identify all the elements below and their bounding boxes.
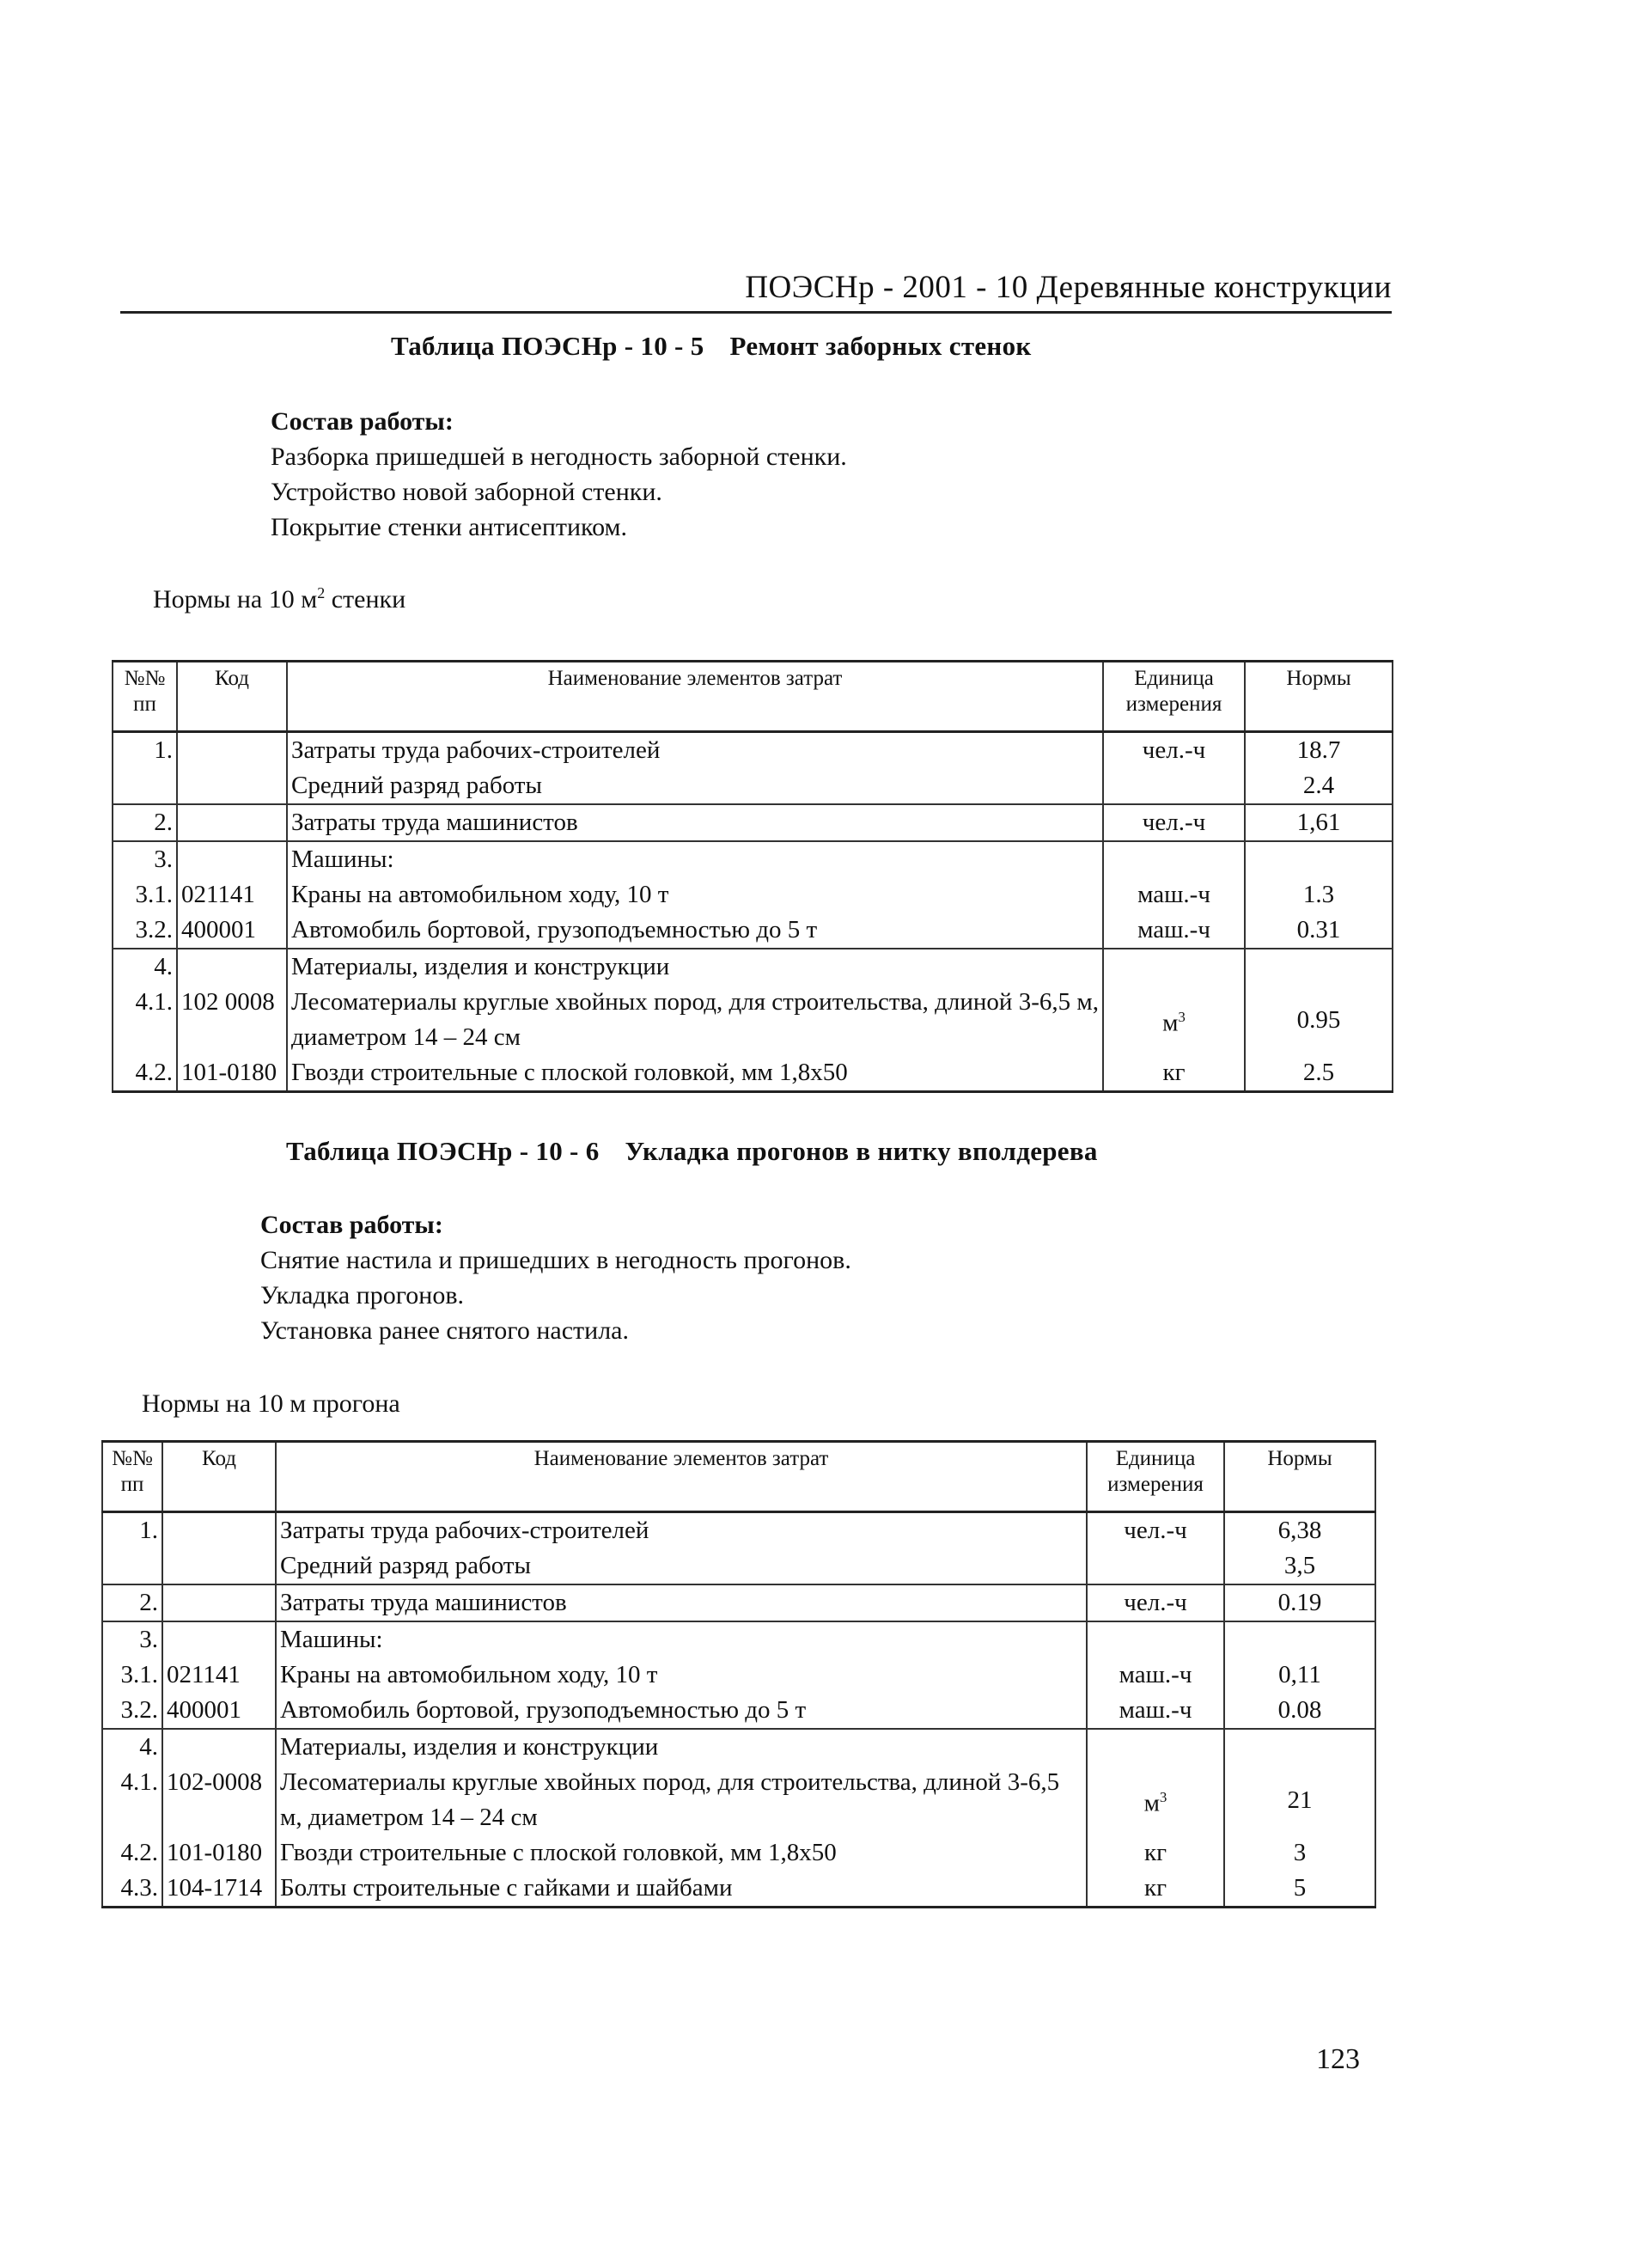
resource-code [162,1729,276,1765]
resource-code [162,1512,276,1549]
row-number: 4.2. [102,1835,162,1871]
row-number: 2. [102,1584,162,1621]
cost-element-name: Материалы, изделия и конструкции [276,1729,1087,1765]
table5 [112,660,1393,1093]
resource-code [162,1584,276,1621]
unit-of-measure: кг [1087,1871,1224,1908]
norm-value: 6,38 [1224,1512,1375,1549]
table6-composition [260,1207,851,1348]
row-group [102,1512,1375,1585]
unit-of-measure [1087,1621,1224,1658]
resource-code: 400001 [177,913,287,949]
row-group [113,732,1393,805]
col-header-unit: Единица измерения [1103,662,1245,732]
row-number: 4. [102,1729,162,1765]
cost-element-name: Затраты труда машинистов [287,804,1103,841]
cost-element-name: Лесоматериалы круглые хвойных пород, для строительства, длиной 3-6,5 м, диаметром 14 – 24 см [276,1765,1087,1835]
unit-of-measure: маш.-ч [1087,1693,1224,1729]
table6 [101,1440,1376,1908]
resource-code [177,732,287,769]
table5-composition-line: Разборка пришедшей в негодность заборной стенки. [271,443,847,471]
table6-composition-title: Состав работы: [260,1211,443,1239]
row-number: 4. [113,949,177,985]
norm-value: 0.08 [1224,1693,1375,1729]
resource-code [162,1548,276,1584]
table6-heading [286,1136,1098,1167]
cost-element-name: Машины: [287,841,1103,877]
resource-code [177,804,287,841]
unit-of-measure: маш.-ч [1087,1658,1224,1693]
unit-of-measure: кг [1087,1835,1224,1871]
table5-composition-line: Устройство новой заборной стенки. [271,478,662,506]
table5-norms-label-prefix: Нормы на 10 м [153,585,318,614]
resource-code [177,949,287,985]
col-header-unit: Единица измерения [1087,1442,1224,1512]
row-number: 3. [102,1621,162,1658]
cost-element-name: Гвозди строительные с плоской головкой, мм 1,8х50 [287,1055,1103,1092]
row-group [113,949,1393,1092]
unit-of-measure [1087,1548,1224,1584]
cost-element-name: Лесоматериалы круглые хвойных пород, для строительства, длиной 3-6,5 м, диаметром 14 – 24 см [287,985,1103,1055]
table5-subject: Ремонт заборных стенок [729,331,1032,361]
table-row [113,841,1393,877]
cost-element-name: Автомобиль бортовой, грузоподъемностью до 5 т [276,1693,1087,1729]
table-row [113,768,1393,804]
table6-composition-line: Установка ранее снятого настила. [260,1316,629,1345]
cost-element-name: Автомобиль бортовой, грузоподъемностью до 5 т [287,913,1103,949]
norm-value: 3 [1224,1835,1375,1871]
resource-code [177,841,287,877]
norm-value: 3,5 [1224,1548,1375,1584]
cost-element-name: Краны на автомобильном ходу, 10 т [287,877,1103,913]
col-header-code: Код [177,662,287,732]
col-header-num: №№ пп [113,662,177,732]
table-row [102,1693,1375,1729]
unit-of-measure: маш.-ч [1103,913,1245,949]
unit-of-measure: $м^3$ [1087,1765,1224,1835]
resource-code: 102-0008 [162,1765,276,1835]
col-header-norms: Нормы [1245,662,1393,732]
norm-value: 5 [1224,1871,1375,1908]
unit-of-measure: чел.-ч [1103,732,1245,769]
row-group [102,1621,1375,1729]
col-header-name: Наименование элементов затрат [287,662,1103,732]
table6-title: Таблица ПОЭСНр - 10 - 6 [286,1136,600,1166]
cost-element-name: Затраты труда рабочих-строителей [287,732,1103,769]
table-row [102,1835,1375,1871]
norm-value: 0.19 [1224,1584,1375,1621]
table5-norms-label-suffix: стенки [325,585,406,614]
table-row [113,732,1393,769]
table-row [102,1729,1375,1765]
cost-element-name: Затраты труда рабочих-строителей [276,1512,1087,1549]
table5-composition-line: Покрытие стенки антисептиком. [271,513,628,541]
unit-of-measure [1103,949,1245,985]
running-header: ПОЭСНр - 2001 - 10 Деревянные конструкции [120,266,1392,314]
row-number: 3.1. [102,1658,162,1693]
page-number: 123 [1316,2043,1360,2075]
cost-element-name: Машины: [276,1621,1087,1658]
table-row [102,1765,1375,1835]
table-row [113,1055,1393,1092]
resource-code: 400001 [162,1693,276,1729]
cost-element-name: Затраты труда машинистов [276,1584,1087,1621]
resource-code: 021141 [177,877,287,913]
table5-composition [271,404,847,545]
norm-value: 2.5 [1245,1055,1393,1092]
table-row [102,1512,1375,1549]
norm-value: 0.31 [1245,913,1393,949]
table-row [102,1658,1375,1693]
row-number: 1. [102,1512,162,1549]
cost-element-name: Краны на автомобильном ходу, 10 т [276,1658,1087,1693]
cost-element-name: Гвозди строительные с плоской головкой, мм 1,8х50 [276,1835,1087,1871]
row-number: 3.2. [113,913,177,949]
unit-of-measure: чел.-ч [1103,804,1245,841]
norm-value: 1,61 [1245,804,1393,841]
cost-element-name: Средний разряд работы [276,1548,1087,1584]
norm-value [1245,949,1393,985]
resource-code [177,768,287,804]
row-number: 4.1. [102,1765,162,1835]
unit-of-measure [1103,841,1245,877]
table5-norms-label-sup: 2 [317,584,326,601]
resource-code: 101-0180 [177,1055,287,1092]
cost-element-name: Болты строительные с гайками и шайбами [276,1871,1087,1908]
row-group [102,1729,1375,1908]
table-row [102,1871,1375,1908]
row-group [113,804,1393,841]
table-row [113,804,1393,841]
unit-of-measure: $м^3$ [1103,985,1245,1055]
norm-value: 21 [1224,1765,1375,1835]
col-header-name: Наименование элементов затрат [276,1442,1087,1512]
unit-of-measure: маш.-ч [1103,877,1245,913]
resource-code: 101-0180 [162,1835,276,1871]
unit-of-measure [1103,768,1245,804]
row-number [102,1548,162,1584]
row-number: 2. [113,804,177,841]
table-row [113,985,1393,1055]
unit-of-measure [1087,1729,1224,1765]
row-number: 3. [113,841,177,877]
row-number: 3.1. [113,877,177,913]
resource-code: 102 0008 [177,985,287,1055]
table-row [102,1621,1375,1658]
table5-title: Таблица ПОЭСНр - 10 - 5 [391,331,704,361]
table-row [113,949,1393,985]
table6-norms-label: Нормы на 10 м прогона [142,1389,400,1418]
table6-composition-line: Укладка прогонов. [260,1281,464,1310]
norm-value: 2.4 [1245,768,1393,804]
cost-element-name: Средний разряд работы [287,768,1103,804]
table-row [102,1584,1375,1621]
norm-value: 18.7 [1245,732,1393,769]
unit-of-measure: чел.-ч [1087,1512,1224,1549]
norm-value: 0,11 [1224,1658,1375,1693]
col-header-code: Код [162,1442,276,1512]
row-number: 4.2. [113,1055,177,1092]
row-group [113,841,1393,949]
norm-value [1224,1729,1375,1765]
col-header-num: №№ пп [102,1442,162,1512]
norm-value [1245,841,1393,877]
table6-composition-line: Снятие настила и пришедших в негодность прогонов. [260,1246,851,1274]
unit-of-measure: кг [1103,1055,1245,1092]
cost-element-name: Материалы, изделия и конструкции [287,949,1103,985]
row-number: 3.2. [102,1693,162,1729]
table-row [113,877,1393,913]
row-group [102,1584,1375,1621]
row-number: 1. [113,732,177,769]
row-number: 4.3. [102,1871,162,1908]
resource-code: 021141 [162,1658,276,1693]
table-row [102,1548,1375,1584]
table5-composition-title: Состав работы: [271,407,454,436]
unit-of-measure: чел.-ч [1087,1584,1224,1621]
row-number [113,768,177,804]
table5-norms-label [153,584,405,614]
norm-value [1224,1621,1375,1658]
resource-code: 104-1714 [162,1871,276,1908]
resource-code [162,1621,276,1658]
norm-value: 1.3 [1245,877,1393,913]
norm-value: 0.95 [1245,985,1393,1055]
row-number: 4.1. [113,985,177,1055]
table6-subject: Укладка прогонов в нитку вполдерева [625,1136,1098,1166]
col-header-norms: Нормы [1224,1442,1375,1512]
table5-heading [391,331,1032,362]
table-row [113,913,1393,949]
